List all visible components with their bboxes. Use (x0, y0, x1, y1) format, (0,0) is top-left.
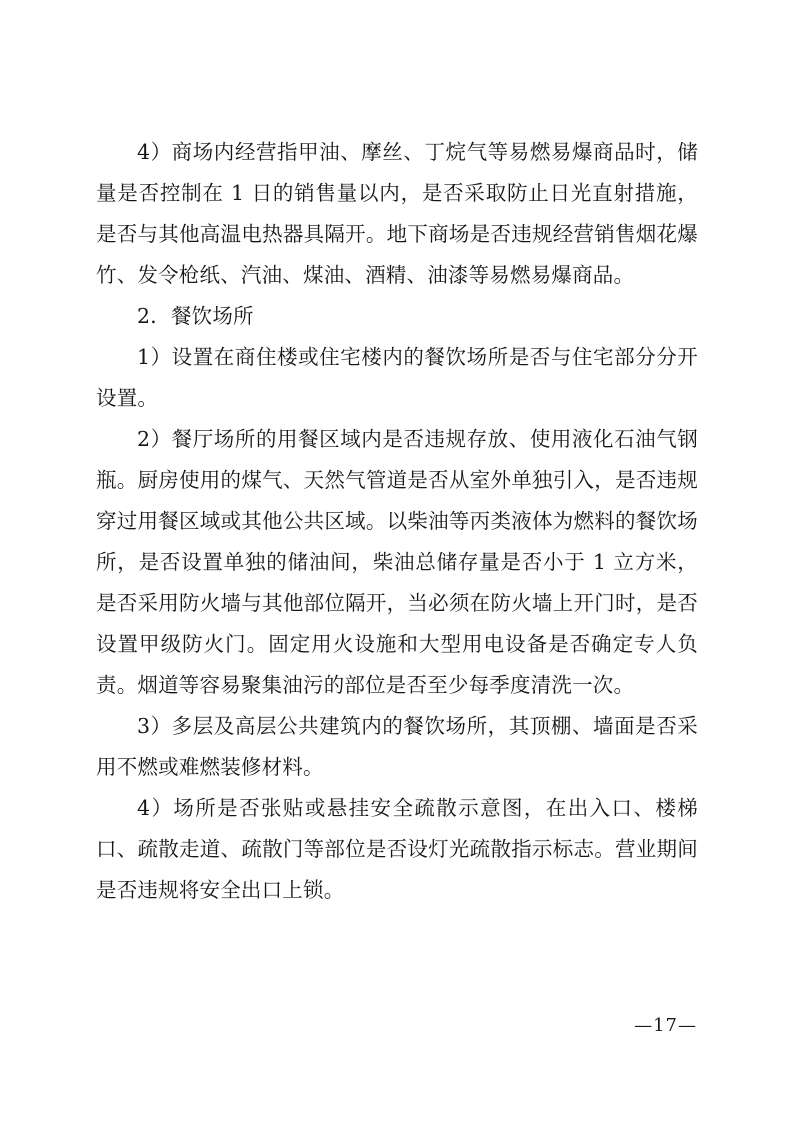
paragraph: 4）商场内经营指甲油、摩丝、丁烷气等易燃易爆商品时，储量是否控制在 1 日的销售量以内，是否采取防止日光直射措施，是否与其他高温电热器具隔开。地下商场是否违规经营销售烟花爆竹、发令枪纸、汽油、煤油、酒精、油漆等易燃易爆商品。 (96, 140, 698, 287)
paragraph: 1）设置在商住楼或住宅楼内的餐饮场所是否与住宅部分分开设置。 (96, 345, 698, 410)
paragraph: 2．餐饮场所 (137, 304, 254, 328)
paragraph: 3）多层及高层公共建筑内的餐饮场所，其顶棚、墙面是否采用不燃或难燃装修材料。 (96, 714, 698, 779)
page-number: —17— (634, 1015, 697, 1036)
paragraph: 2）餐厅场所的用餐区域内是否违规存放、使用液化石油气钢瓶。厨房使用的煤气、天然气管道是否从室外单独引入，是否违规穿过用餐区域或其他公共区域。以柴油等丙类液体为燃料的餐饮场所，是否设置单独的储油间，柴油总储存量是否小于 1 立方米，是否采用防火墙与其他部位隔开，当必须在防火墙上开门时，是否设置甲级防火门。固定用火设施和大型用电设备是否确定专人负责。烟道等容易聚集油污的部位是否至少每季度清洗一次。 (96, 427, 698, 697)
paragraph: 4）场所是否张贴或悬挂安全疏散示意图，在出入口、楼梯口、疏散走道、疏散门等部位是否设灯光疏散指示标志。营业期间是否违规将安全出口上锁。 (96, 796, 698, 902)
document-body (96, 132, 698, 911)
